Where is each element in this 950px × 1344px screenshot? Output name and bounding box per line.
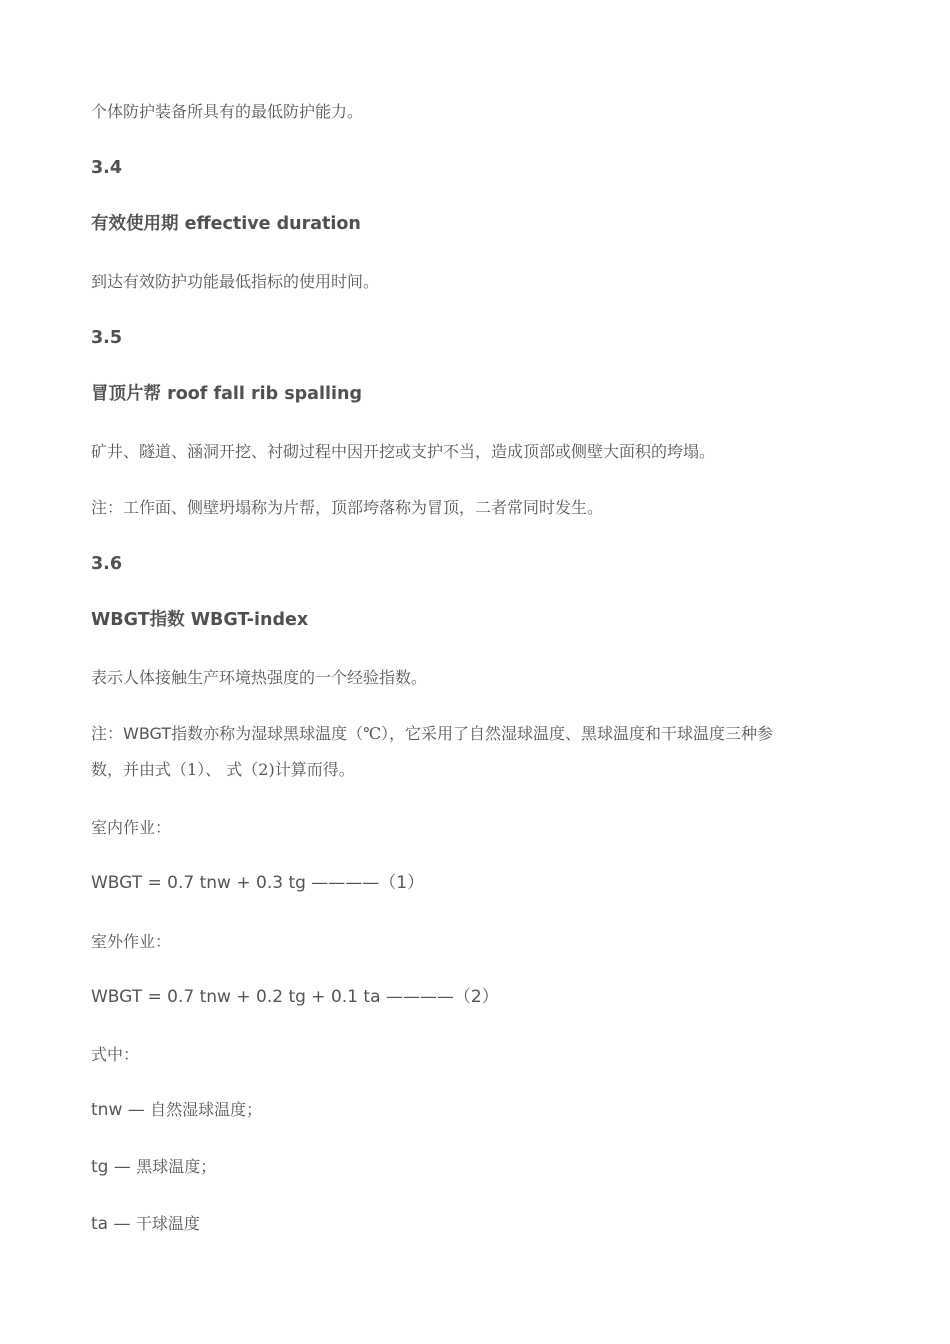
- variable-symbol: ta —: [91, 1214, 131, 1234]
- section-number-3-4: 3.4: [91, 158, 123, 178]
- term-en: WBGT-index: [190, 610, 309, 630]
- note-3-5: 注：工作面、侧壁坍塌称为片帮，顶部垮落称为冒顶，二者常同时发生。: [91, 498, 604, 517]
- paragraph-intro-tail: 个体防护装备所具有的最低防护能力。: [91, 102, 364, 121]
- term-cn: 有效使用期: [91, 214, 179, 234]
- variable-tg: [91, 1156, 871, 1178]
- note-3-6-line-2: 数，并由式（1）、 式（2)计算而得。: [91, 760, 355, 779]
- variable-description: 自然湿球温度；: [150, 1100, 263, 1119]
- note-3-6-line-1: [91, 723, 871, 745]
- formula-1: WBGT = 0.7 tnw + 0.3 tg ————（1）: [91, 873, 425, 893]
- outdoor-label: 室外作业：: [91, 932, 172, 951]
- term-heading-3-6: [91, 609, 871, 631]
- term-heading-3-4: [91, 213, 871, 235]
- term-en: effective duration: [184, 214, 361, 234]
- where-label: 式中：: [91, 1045, 140, 1064]
- definition-3-6: 表示人体接触生产环境热强度的一个经验指数。: [91, 668, 428, 687]
- variable-symbol: tg —: [91, 1157, 131, 1177]
- variable-ta: [91, 1213, 871, 1235]
- term-prefix: WBGT: [91, 610, 150, 630]
- definition-3-5: 矿井、隧道、涵洞开挖、衬砌过程中因开挖或支护不当，造成顶部或侧壁大面积的垮塌。: [91, 442, 716, 461]
- variable-description: 黑球温度；: [136, 1157, 217, 1176]
- variable-tnw: [91, 1099, 871, 1121]
- section-number-3-6: 3.6: [91, 554, 123, 574]
- note-wbgt: WBGT: [123, 724, 172, 743]
- indoor-label: 室内作业：: [91, 818, 172, 837]
- term-cn: 冒顶片帮: [91, 384, 161, 404]
- variable-description: 干球温度: [135, 1214, 200, 1233]
- term-en: roof fall rib spalling: [167, 384, 362, 404]
- term-cn: 指数: [149, 610, 185, 630]
- variable-symbol: tnw —: [91, 1100, 145, 1120]
- note-body: 指数亦称为湿球黑球温度（℃），它采用了自然湿球温度、黑球温度和干球温度三种参: [171, 724, 774, 743]
- formula-2: WBGT = 0.7 tnw + 0.2 tg + 0.1 ta ————（2）: [91, 987, 499, 1007]
- term-heading-3-5: [91, 383, 871, 405]
- definition-3-4: 到达有效防护功能最低指标的使用时间。: [91, 272, 380, 291]
- note-prefix: 注：: [91, 724, 124, 743]
- section-number-3-5: 3.5: [91, 328, 123, 348]
